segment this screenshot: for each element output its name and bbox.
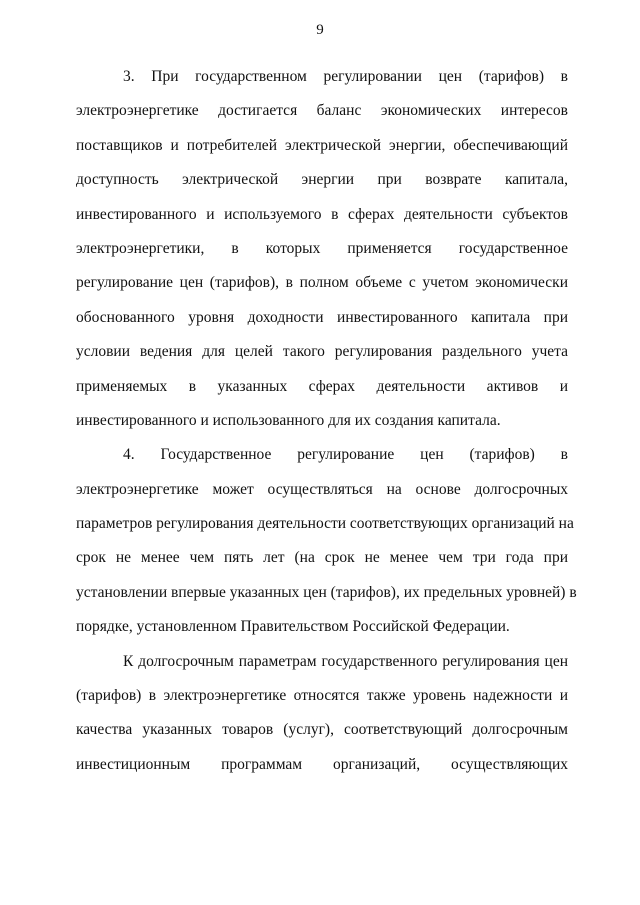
text-line: электроэнергетики, в которых применяется государственное — [76, 239, 568, 257]
text-line: электроэнергетике достигается баланс экономических интересов — [76, 102, 568, 120]
paragraph-4 — [76, 438, 577, 644]
text-line: (тарифов) в электроэнергетике относятся также уровень надежности и — [76, 687, 568, 705]
paragraph-long-term-parameters — [76, 645, 568, 783]
text-line: 4. Государственное регулирование цен (тарифов) в — [123, 446, 568, 464]
text-line: обоснованного уровня доходности инвестированного капитала при — [76, 308, 568, 326]
text-line: инвестированного и используемого в сферах деятельности субъектов — [76, 205, 568, 223]
text-line: доступность электрической энергии при возврате капитала, — [76, 171, 568, 189]
text-line: регулирование цен (тарифов), в полном объеме с учетом экономически — [76, 274, 568, 292]
text-line: инвестиционным программам организаций, осуществляющих — [76, 755, 568, 773]
text-line: электроэнергетике может осуществляться на основе долгосрочных — [76, 480, 568, 498]
text-line: порядке, установленном Правительством Российской Федерации. — [76, 618, 510, 636]
text-line: качества указанных товаров (услуг), соответствующий долгосрочным — [76, 721, 568, 739]
text-line: 3. При государственном регулировании цен (тарифов) в — [123, 68, 568, 85]
text-line: параметров регулирования деятельности соответствующих организаций на — [76, 515, 574, 533]
text-line: применяемых в указанных сферах деятельности активов и — [76, 377, 568, 395]
text-line: инвестированного и использованного для их создания капитала. — [76, 411, 501, 429]
text-line: срок не менее чем пять лет (на срок не менее чем три года при — [76, 549, 568, 567]
paragraph-3 — [76, 60, 568, 438]
text-line: установлении впервые указанных цен (тарифов), их предельных уровней) в — [76, 583, 577, 601]
text-line: К долгосрочным параметрам государственного регулирования цен — [123, 652, 568, 670]
text-line: поставщиков и потребителей электрической энергии, обеспечивающий — [76, 136, 568, 154]
text-line: условии ведения для целей такого регулирования раздельного учета — [76, 343, 568, 361]
page-number: 9 — [316, 22, 324, 38]
document-body — [76, 60, 577, 782]
